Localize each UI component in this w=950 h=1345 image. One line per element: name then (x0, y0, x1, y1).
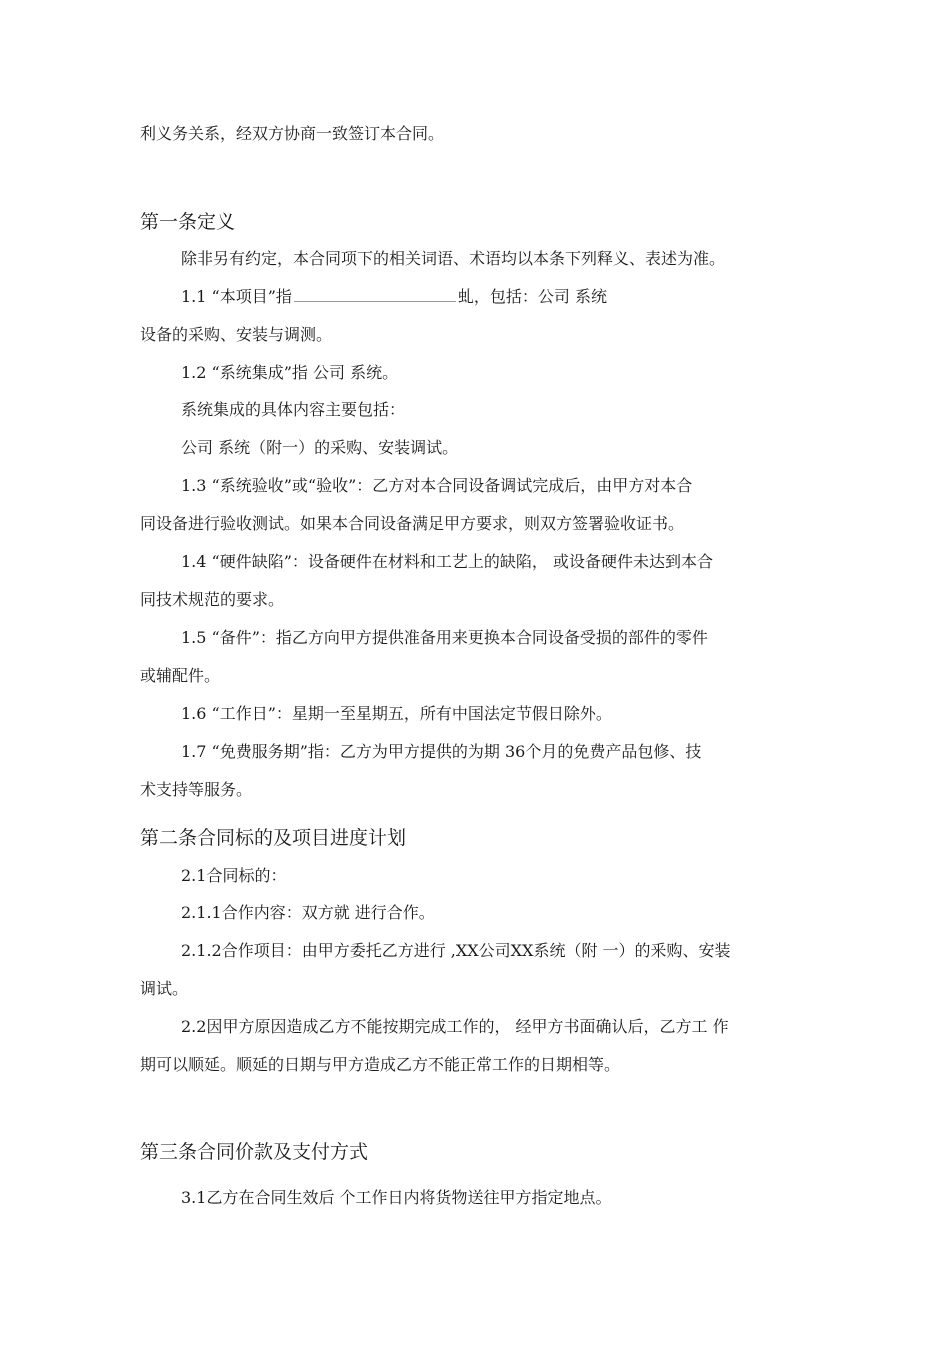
article-3-heading: 第三条合同价款及支付方式 (140, 1141, 369, 1163)
definition-1-6: 1.6 “工作日”：星期一至星期五，所有中国法定节假日除外。 (181, 704, 612, 723)
definition-1-1-label: 1.1 “本项目”指 (181, 287, 292, 306)
article-1-heading: 第一条定义 (140, 211, 236, 233)
clause-2-2-continued: 期可以顺延。顺延的日期与甲方造成乙方不能正常工作的日期相等。 (140, 1055, 621, 1074)
definition-1-3: 1.3 “系统验收”或“验收”：乙方对本合同设备调试完成后，由甲方对本合 (181, 476, 693, 495)
clause-2-1-1: 2.1.1合作内容：双方就 进行合作。 (181, 903, 435, 922)
definition-1-7-continued: 术支持等服务。 (140, 780, 253, 799)
definition-1-1 (181, 287, 607, 307)
definition-1-5-continued: 或辅配件。 (140, 666, 221, 685)
clause-3-1: 3.1乙方在合同生效后 个工作日内将货物送往甲方指定地点。 (181, 1188, 612, 1207)
article-1-preamble: 除非另有约定，本合同项下的相关词语、术语均以本条下列释义、表述为准。 (181, 249, 726, 268)
clause-2-1-2-continued: 调试。 (140, 979, 189, 998)
definition-1-4: 1.4 “硬件缺陷”：设备硬件在材料和工艺上的缺陷， 或设备硬件未达到本合 (181, 552, 713, 571)
definition-1-1-continued: 设备的采购、安装与调测。 (140, 325, 333, 344)
clause-2-1: 2.1合同标的： (181, 866, 287, 885)
definition-1-2-sub-1: 系统集成的具体内容主要包括： (181, 400, 406, 419)
clause-2-2: 2.2因甲方原因造成乙方不能按期完成工作的， 经甲方书面确认后，乙方工 作 (181, 1017, 729, 1036)
definition-1-4-continued: 同技术规范的要求。 (140, 590, 285, 609)
intro-text: 利义务关系，经双方协商一致签订本合同。 (140, 124, 445, 143)
definition-1-2: 1.2 “系统集成”指 公司 系统。 (181, 363, 399, 382)
definition-1-7: 1.7 “免费服务期”指：乙方为甲方提供的为期 36个月的免费产品包修、技 (181, 742, 702, 761)
definition-1-3-continued: 同设备进行验收测试。如果本合同设备满足甲方要求，则双方签署验收证书。 (140, 514, 685, 533)
clause-2-1-2: 2.1.2合作项目：由甲方委托乙方进行 ,XX公司XX系统（附 一）的釆购、安装 (181, 941, 731, 960)
definition-1-2-sub-2: 公司 系统（附一）的采购、安装调试。 (181, 438, 459, 457)
article-2-heading: 第二条合同标的及项目进度计划 (140, 827, 407, 849)
fill-in-blank[interactable] (294, 287, 456, 302)
definition-1-5: 1.5 “备件”：指乙方向甲方提供准备用来更换本合同设备受损的部件的零件 (181, 628, 708, 647)
definition-1-1-text: 虬，包括：公司 系统 (457, 287, 607, 306)
